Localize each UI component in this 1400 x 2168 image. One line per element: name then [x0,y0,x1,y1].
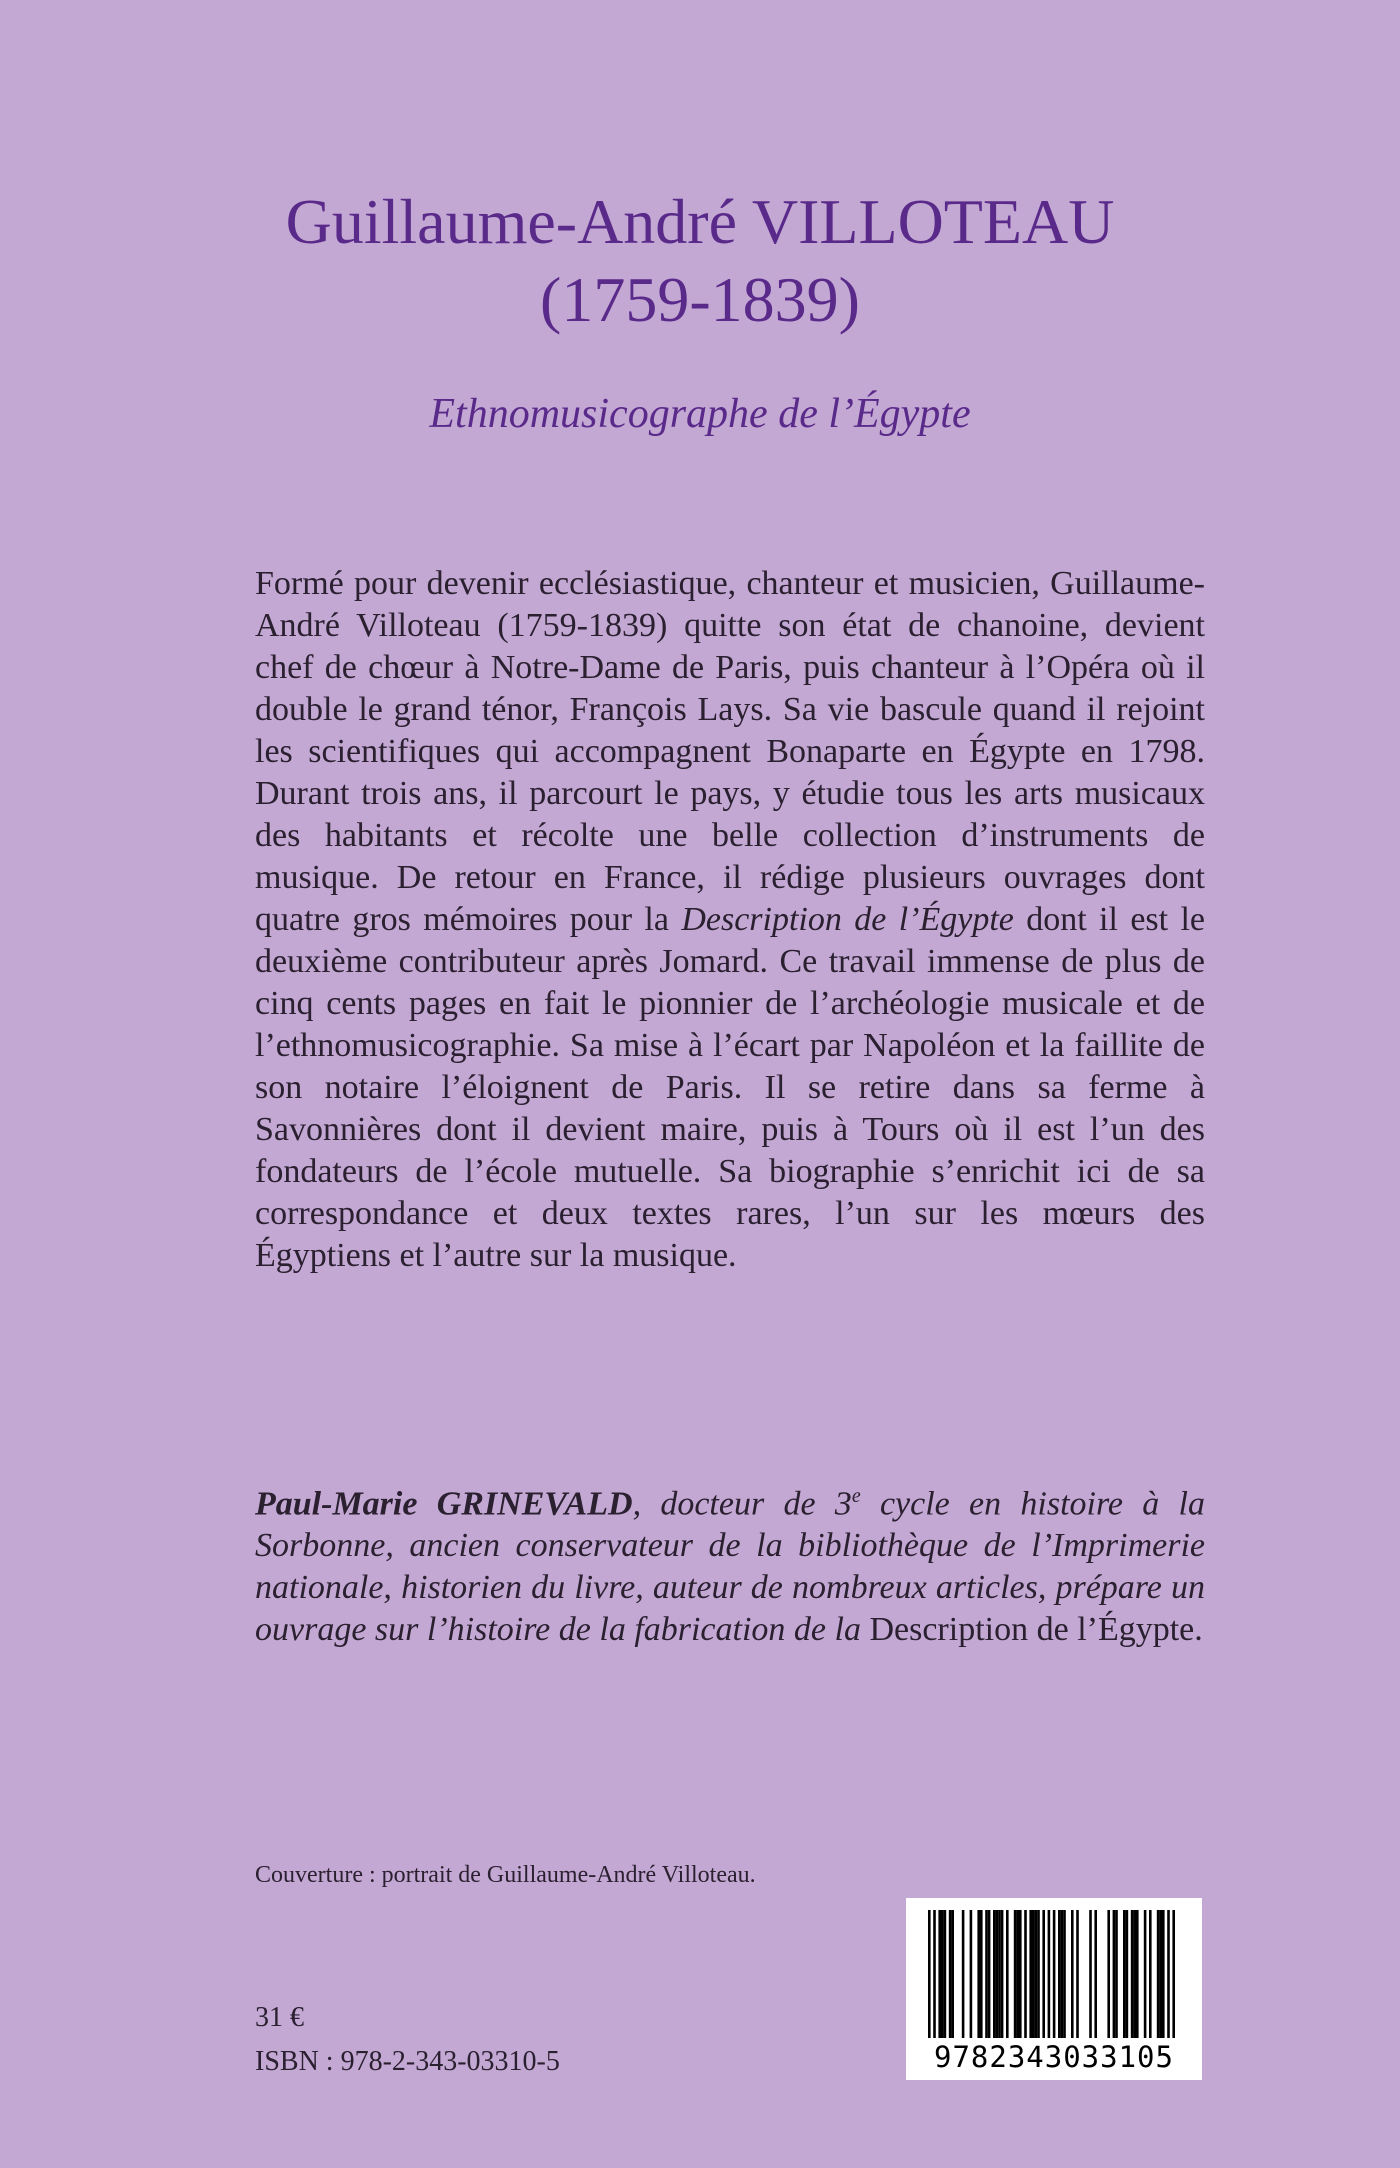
barcode-bar [1061,1910,1064,2038]
barcode-bar [1131,1910,1134,2038]
barcode-bar [998,1910,1001,2038]
barcode-bar [970,1910,973,2038]
title-name: Guillaume-André VILLOTEAU [285,186,1115,257]
barcode [906,1898,1202,2080]
isbn: ISBN : 978-2-343-03310-5 [255,2046,560,2077]
barcode-bar [980,1910,983,2038]
barcode-bar [1172,1910,1175,2038]
price: 31 € [255,2002,304,2033]
barcode-number: 9782343033105 [934,2040,1174,2074]
barcode-bar [1042,1910,1045,2038]
barcode-bar [1162,1910,1165,2038]
cover-credit: Couverture : portrait de Guillaume-André Villoteau. [255,1862,756,1888]
barcode-bar [1115,1910,1118,2038]
barcode-bar [1006,1910,1009,2038]
author-bio-text-1: , docteur de 3 [632,1485,852,1523]
barcode-bar [1089,1910,1092,2038]
barcode-bar [1048,1910,1051,2038]
barcode-bar [1113,1910,1116,2038]
barcode-bar [1123,1910,1126,2038]
barcode-bar [1107,1910,1110,2038]
barcode-bar [941,1910,944,2038]
barcode-bar [1014,1910,1017,2038]
barcode-bar [977,1910,980,2038]
barcode-bar [1001,1910,1004,2038]
barcode-bar [1071,1910,1074,2038]
barcode-bar [1053,1910,1056,2038]
barcode-bar [1063,1910,1066,2038]
barcode-bar [1037,1910,1040,2038]
barcode-bar [1024,1910,1027,2038]
blurb-paragraph [255,563,1205,1277]
barcode-bar [1019,1910,1022,2038]
barcode-bar [993,1910,996,2038]
barcode-bar [951,1910,954,2038]
barcode-bar [985,1910,988,2038]
blurb-text-1: Formé pour devenir ecclésiastique, chanteur et musicien, Guillaume-André Villoteau (1759-1839) quitte son état de chanoine, devient chef de chœur à Notre-Dame de Paris, puis chanteur à l’Opéra où il double le grand ténor, François Lays. Sa vie bascule quand il rejoint les scientifiques qui accompagnent Bonaparte en Égypte en 1798. Durant trois ans, il parcourt le pays, y étudie tous les arts musicaux des habitants et récolte une belle collection d’instruments de musique. De retour en France, il rédige plusieurs ouvrages dont quatre gros mémoires pour la [255,565,1205,938]
author-bio-end: . [1194,1611,1203,1649]
barcode-bar [1157,1910,1160,2038]
blurb-work-title: Description de l’Égypte [681,901,1014,938]
barcode-bar [1016,1910,1019,2038]
barcode-bar [944,1910,947,2038]
barcode-bar [1058,1910,1061,2038]
barcode-bar [1136,1910,1139,2038]
barcode-bar [962,1910,965,2038]
author-name: Paul-Marie GRINEVALD [255,1485,633,1523]
barcode-bar [1076,1910,1079,2038]
barcode-bar [996,1910,999,2038]
book-title [0,183,1400,339]
barcode-bar [1159,1910,1162,2038]
barcode-bar [1035,1910,1038,2038]
barcode-bar [1094,1910,1097,2038]
barcode-bar [1133,1910,1136,2038]
blurb-text-2: dont il est le deuxième contributeur après Jomard. Ce travail immense de plus de cinq cents pages en fait le pionnier de l’archéologie musicale et de l’ethnomusicographie. Sa mise à l’écart par Napoléon et la faillite de son notaire l’éloignent de Paris. Il se retire dans sa ferme à Savonnières dont il devient maire, puis à Tours où il est l’un des fondateurs de l’école mutuelle. Sa biographie s’enrichit ici de sa correspondance et deux textes rares, l’un sur les mœurs des Égyptiens et l’autre sur la musique. [255,901,1205,1274]
barcode-bar [949,1910,952,2038]
barcode-bar [1149,1910,1152,2038]
title-dates: (1759-1839) [540,264,860,335]
barcode-bar [928,1910,931,2038]
barcode-bar [933,1910,936,2038]
author-bio [255,1475,1205,1651]
barcode-bar [938,1910,941,2038]
book-subtitle: Ethnomusicographe de l’Égypte [429,391,971,437]
barcode-bar [1029,1910,1032,2038]
barcode-bar [1167,1910,1170,2038]
author-bio-superscript: e [851,1485,861,1507]
barcode-bar [1032,1910,1035,2038]
barcode-bar [988,1910,991,2038]
author-work-title: Description de l’Égypte [869,1611,1195,1649]
barcode-bar [1126,1910,1129,2038]
barcode-bar [1144,1910,1147,2038]
author-bio-text-2: cycle en histoire à la Sorbonne, ancien conservateur de la bibliothèque de l’Imprimerie nationale, historien du livre, auteur de nombreux articles, prépare un ouvrage sur l’histoire de la fabrication de la [255,1485,1206,1649]
